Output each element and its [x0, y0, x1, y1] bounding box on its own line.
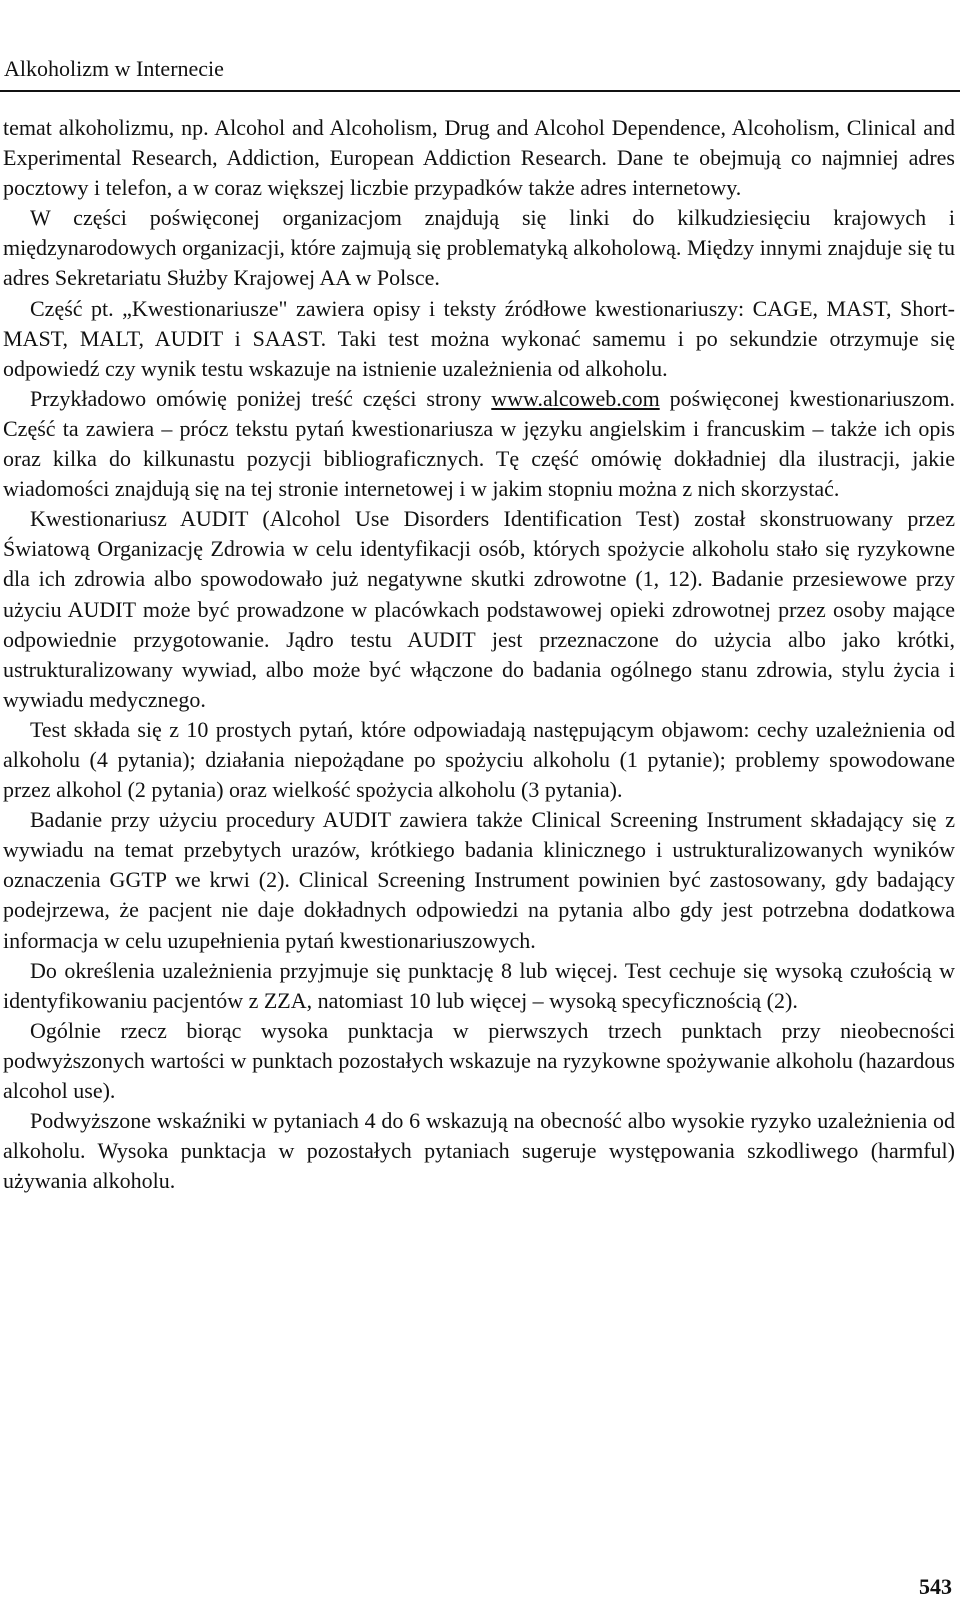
paragraph-4	[3, 384, 955, 504]
paragraph-3: Część pt. „Kwestionariusze" zawiera opisy i teksty źródłowe kwestionariuszy: CAGE, MAST, Short-MAST, MALT, AUDIT i SAAST. Taki test można wykonać samemu i po sekundzie otrzymuje się odpowiedź czy wynik testu wskazuje na istnienie uzależnienia od alkoholu.	[3, 295, 955, 381]
paragraph-4-text-start: Przykładowo omówię poniżej treść części strony	[30, 385, 492, 411]
header-rule	[0, 90, 960, 92]
paragraph-10: Podwyższone wskaźniki w pytaniach 4 do 6 wskazują na obecność albo wysokie ryzyko uzależnienia od alkoholu. Wysoka punktacja w pozostałych pytaniach sugeruje występowania szkodliwego (harmful) używania alkoholu.	[3, 1108, 955, 1194]
paragraph-2: W części poświęconej organizacjom znajdują się linki do kilkudziesięciu krajowych i międzynarodowych organizacji, które zajmują się problematyką alkoholową. Między innymi znajduje się tu adres Sekretariatu Służby Krajowej AA w Polsce.	[3, 205, 955, 291]
paragraph-6: Test składa się z 10 prostych pytań, które odpowiadają następującym objawom: cechy uzależnienia od alkoholu (4 pytania); działania niepożądane po spożyciu alkoholu (1 pytanie); problemy spowodowane przez alkohol (2 pytania) oraz wielkość spożycia alkoholu (3 pytania).	[3, 716, 955, 803]
paragraph-4-text-end: poświęconej kwestionariuszom. Część ta zawiera – prócz tekstu pytań kwestionariusza w języku angielskim i francuskim – także ich opis oraz kilka do kilkunastu pozycji bibliograficznych. Tę część omówię dokładniej dla ilustracji, jakie wiadomości znajdują się na tej stronie internetowej i w jakim stopniu można z nich skorzystać.	[3, 385, 955, 502]
paragraph-7: Badanie przy użyciu procedury AUDIT zawiera także Clinical Screening Instrument składający się z wywiadu na temat przebytych urazów, krótkiego badania klinicznego i ustrukturalizowanych wyników oznaczenia GGTP we krwi (2). Clinical Screening Instrument powinien być zastosowany, gdy badający podejrzewa, że pacjent nie daje dokładnych odpowiedzi na pytania albo gdy jest potrzebna dodatkowa informacja w celu uzupełnienia pytań kwestionariuszowych.	[3, 807, 955, 953]
paragraph-1: temat alkoholizmu, np. Alcohol and Alcoholism, Drug and Alcohol Dependence, Alcoholism, Clinical and Experimental Research, Addiction, European Addiction Research. Dane te obejmują co najmniej adres pocztowy i telefon, a w coraz większej liczbie przypadków także adres internetowy.	[3, 115, 955, 201]
page-number: 543	[919, 1574, 952, 1599]
paragraph-9: Ogólnie rzecz biorąc wysoka punktacja w pierwszych trzech punktach przy nieobecności podwyższonych wartości w punktach pozostałych wskazuje na ryzykowne spożywanie alkoholu (hazardous alcohol use).	[3, 1017, 955, 1103]
body-text	[3, 113, 955, 1196]
alcoweb-url-link[interactable]: www.alcoweb.com	[491, 385, 660, 411]
paragraph-8: Do określenia uzależnienia przyjmuje się punktację 8 lub więcej. Test cechuje się wysoką czułością w identyfikowaniu pacjentów z ZZA, natomiast 10 lub więcej – wysoką specyficznością (2).	[3, 957, 955, 1013]
paragraph-5: Kwestionariusz AUDIT (Alcohol Use Disorders Identification Test) został skonstruowany przez Światową Organizację Zdrowia w celu identyfikacji osób, których spożycie alkoholu stało się ryzykowne dla ich zdrowia albo spowodowało już negatywne skutki zdrowotne (1, 12). Badanie przesiewowe przy użyciu AUDIT może być prowadzone w placówkach podstawowej opieki zdrowotnej przez osoby mające odpowiednie przygotowanie. Jądro testu AUDIT jest przeznaczone do użycia albo jako krótki, ustrukturalizowany wywiad, albo może być włączone do badania ogólnego stanu zdrowia, stylu życia i wywiadu medycznego.	[3, 506, 955, 712]
running-header: Alkoholizm w Internecie	[4, 56, 224, 81]
